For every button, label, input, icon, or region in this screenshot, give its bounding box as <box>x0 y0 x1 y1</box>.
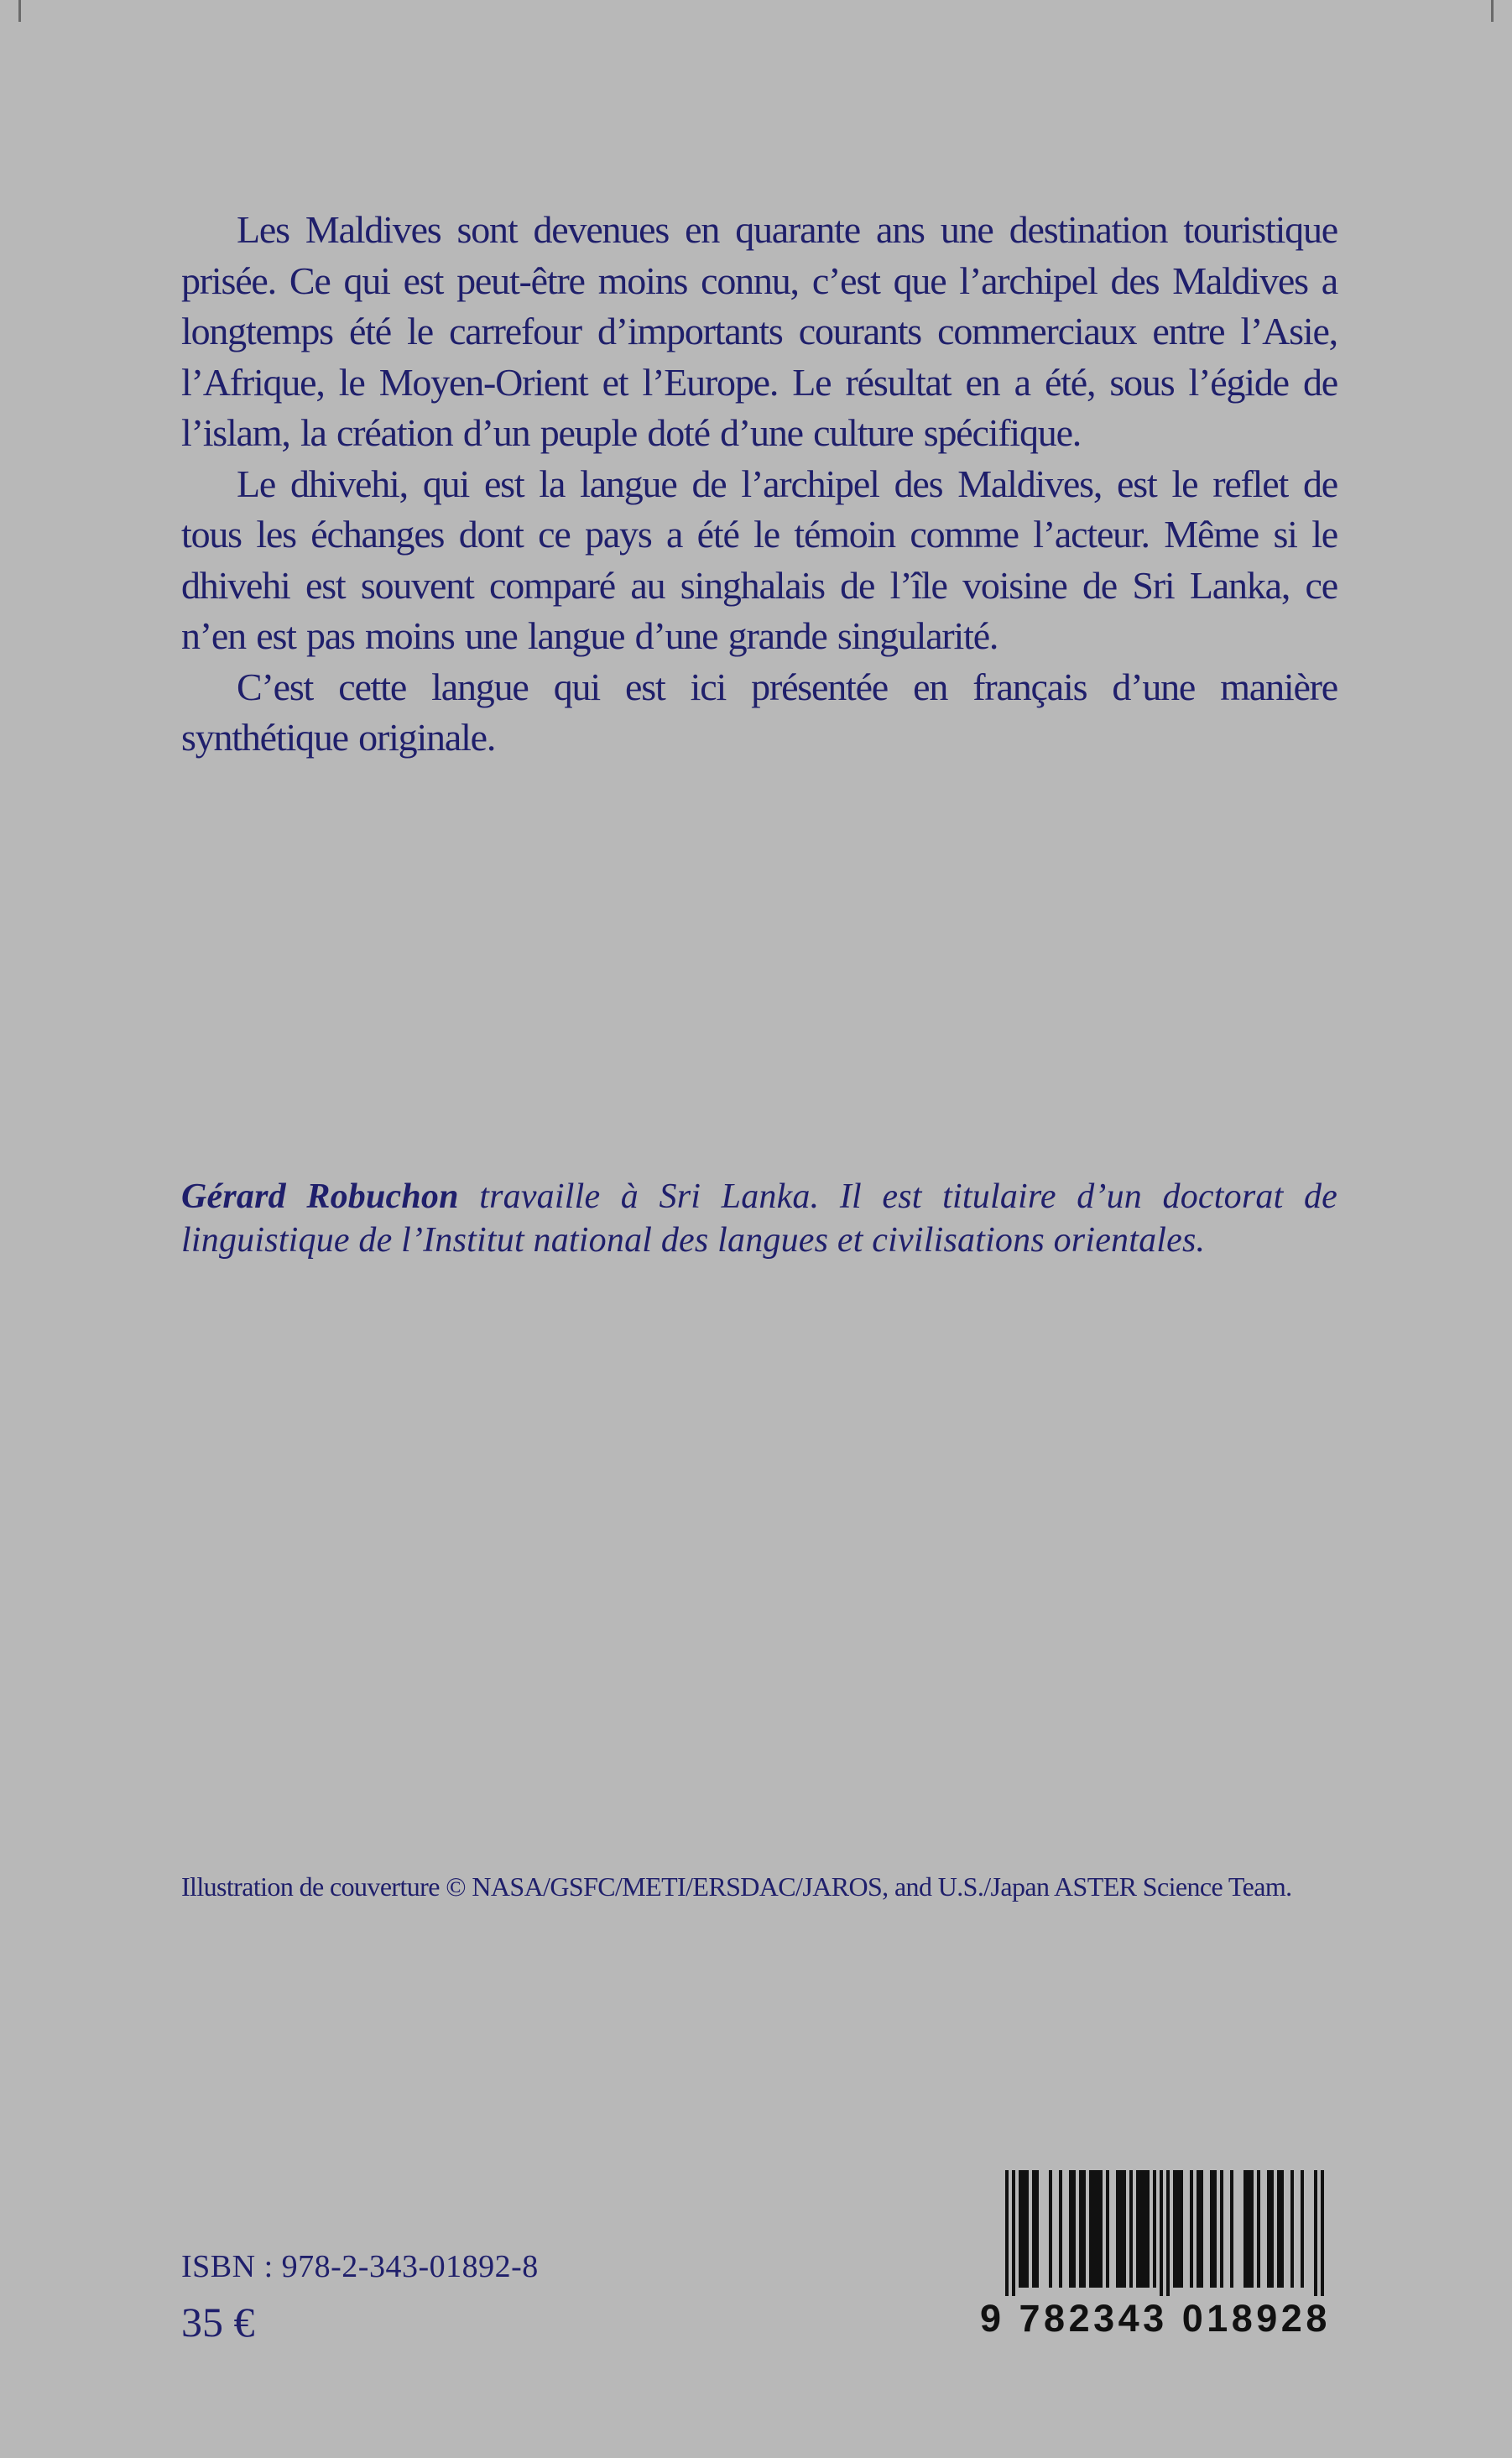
barcode-bar <box>1210 2170 1213 2288</box>
barcode-bar <box>1019 2170 1022 2288</box>
barcode-bar <box>1243 2170 1247 2288</box>
barcode-bar <box>1257 2170 1260 2288</box>
author-bio <box>181 1175 1337 1262</box>
barcode-bar <box>1290 2170 1294 2288</box>
barcode-bar <box>1129 2170 1133 2288</box>
barcode-bar <box>1035 2170 1039 2288</box>
author-name: Gérard Robuchon <box>181 1177 459 1216</box>
barcode-bar <box>1277 2170 1280 2288</box>
barcode-bar <box>1116 2170 1119 2288</box>
barcode-bar <box>1143 2170 1146 2288</box>
barcode-bar <box>1059 2170 1062 2288</box>
barcode-bar <box>1314 2170 1317 2296</box>
barcode-bar <box>1025 2170 1029 2288</box>
book-summary <box>181 205 1337 764</box>
barcode-bar <box>1153 2170 1156 2288</box>
barcode-bar <box>1197 2170 1200 2288</box>
summary-paragraph: Les Maldives sont devenues en quarante ans une destination touristique prisée. Ce qui est peut-être moins connu, c’est que l’archipel des Maldives a longtemps été le carrefour d’importants courants commerciaux entre l’Asie, l’Afrique, le Moyen-Orient et l’Europe. Le résultat en a été, sous l’égide de l’islam, la création d’un peuple doté d’une culture spécifique. <box>181 208 1337 454</box>
barcode <box>980 2170 1339 2343</box>
barcode-bar <box>1166 2170 1170 2296</box>
barcode-bar <box>1082 2170 1086 2288</box>
barcode-bar <box>1139 2170 1143 2288</box>
barcode-bar <box>1267 2170 1270 2288</box>
isbn: ISBN : 978-2-343-01892-8 <box>181 2249 539 2284</box>
barcode-bar <box>1092 2170 1096 2288</box>
barcode-bar <box>1160 2170 1163 2296</box>
barcode-bar <box>1072 2170 1076 2288</box>
barcode-digits: 9 782343 018928 <box>980 2297 1331 2340</box>
barcode-bar <box>1250 2170 1254 2288</box>
barcode-bar <box>1200 2170 1203 2288</box>
barcode-bar <box>1247 2170 1250 2288</box>
barcode-bar <box>1280 2170 1284 2288</box>
barcode-bar <box>1069 2170 1072 2288</box>
barcode-bar <box>1321 2170 1324 2296</box>
barcode-bar <box>1220 2170 1223 2288</box>
barcode-bar <box>1012 2170 1015 2296</box>
crop-mark-right <box>1491 0 1494 22</box>
barcode-bar <box>1180 2170 1183 2288</box>
barcode-bar <box>1089 2170 1092 2288</box>
barcode-bar <box>1176 2170 1180 2288</box>
author-bio-text: travaille à Sri Lanka. Il est titulaire d’un doctorat de linguistique de l’Institut national des langues et civilisations orientales. <box>181 1177 1337 1260</box>
price: 35 € <box>181 2299 255 2346</box>
barcode-bar <box>1099 2170 1103 2288</box>
summary-paragraph: C’est cette langue qui est ici présentée en français d’une manière synthétique originale. <box>181 665 1337 759</box>
barcode-bar <box>1119 2170 1123 2288</box>
summary-paragraph: Le dhivehi, qui est la langue de l’archipel des Maldives, est le reflet de tous les échanges dont ce pays a été le témoin comme l’acteur. Même si le dhivehi est souvent comparé au singhalais de l’île voisine de Sri Lanka, ce n’en est pas moins une langue d’une grande singularité. <box>181 462 1337 657</box>
barcode-bars <box>1005 2170 1337 2296</box>
barcode-bar <box>1301 2170 1304 2288</box>
barcode-bar <box>1005 2170 1009 2296</box>
barcode-bar <box>1146 2170 1150 2288</box>
barcode-bar <box>1079 2170 1082 2288</box>
crop-mark-left <box>18 0 21 22</box>
barcode-bar <box>1213 2170 1217 2288</box>
barcode-bar <box>1022 2170 1025 2288</box>
barcode-bar <box>1096 2170 1099 2288</box>
barcode-bar <box>1270 2170 1274 2288</box>
cover-illustration-credit: Illustration de couverture © NASA/GSFC/METI/ERSDAC/JAROS, and U.S./Japan ASTER Science Team. <box>181 1871 1292 1902</box>
barcode-bar <box>1136 2170 1139 2288</box>
barcode-bar <box>1106 2170 1109 2288</box>
barcode-bar <box>1049 2170 1052 2288</box>
barcode-bar <box>1230 2170 1233 2288</box>
barcode-bar <box>1190 2170 1193 2288</box>
barcode-bar <box>1032 2170 1035 2288</box>
barcode-bar <box>1173 2170 1176 2288</box>
barcode-bar <box>1123 2170 1126 2288</box>
